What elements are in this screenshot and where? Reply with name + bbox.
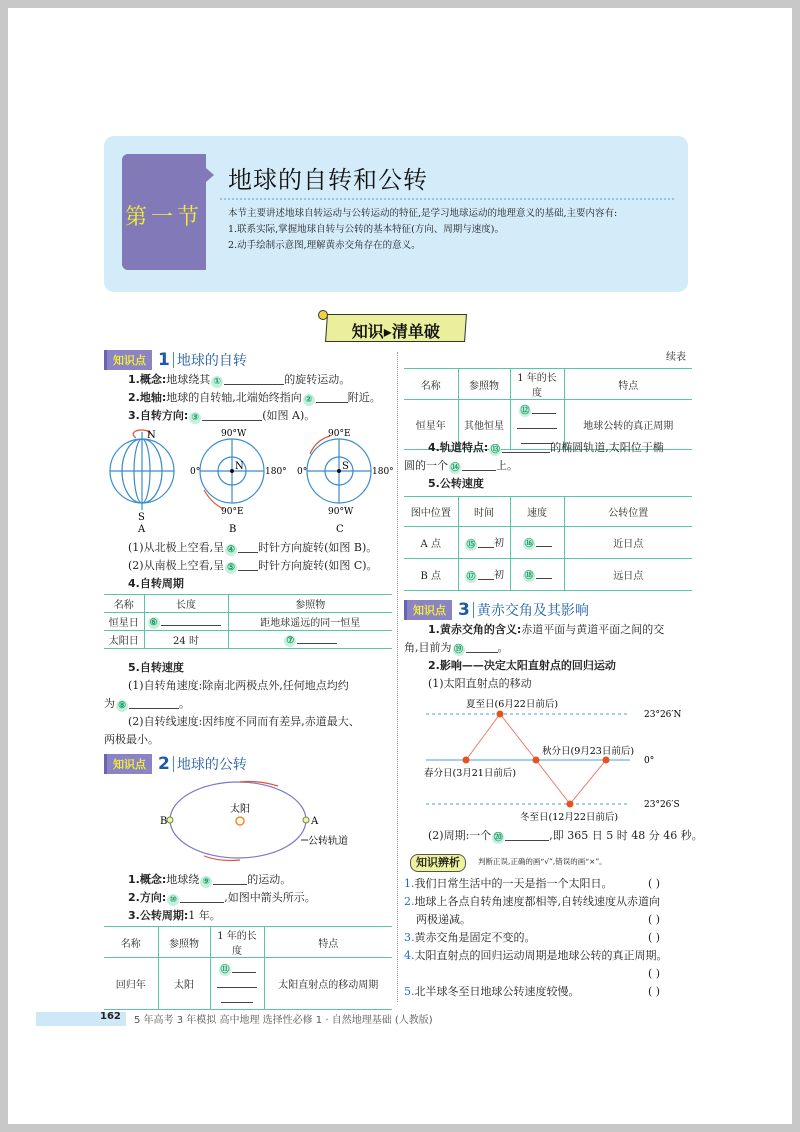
figure-a-label: A bbox=[138, 524, 146, 535]
term: 3.自转方向: bbox=[128, 409, 189, 422]
item-text-cont: 两极递减。 bbox=[416, 913, 471, 926]
answer-blank[interactable] bbox=[536, 567, 552, 579]
blank-number: ⑧ bbox=[117, 701, 127, 711]
kp-title: 地球的公转 bbox=[176, 757, 247, 773]
kp-title: 黄赤交角及其影响 bbox=[476, 603, 589, 619]
kp3-line-1 bbox=[428, 622, 664, 638]
term: 1.概念: bbox=[128, 373, 167, 386]
b-label: B bbox=[160, 816, 168, 827]
answer-parens[interactable]: ( ) bbox=[648, 967, 661, 980]
summer-point bbox=[497, 711, 504, 718]
answer-blank[interactable] bbox=[505, 829, 549, 841]
kp1-sub-1 bbox=[128, 540, 377, 556]
blank-number: ⑳ bbox=[493, 833, 503, 843]
answer-blank[interactable] bbox=[536, 535, 552, 547]
blank-number: ⑥ bbox=[149, 618, 158, 628]
tropical-year-table bbox=[104, 926, 392, 1010]
answer-blank[interactable] bbox=[316, 391, 348, 403]
kp3-line-1b bbox=[404, 640, 509, 656]
item-text: 黄赤交角是固定不变的。 bbox=[414, 931, 536, 944]
kp-number: 1 bbox=[158, 350, 170, 370]
table-header: 1 年的长度 bbox=[210, 927, 264, 958]
sun-label: 太阳 bbox=[230, 804, 250, 815]
item-number: 1. bbox=[404, 877, 415, 890]
quiz-item bbox=[404, 894, 660, 910]
answer-blank[interactable] bbox=[221, 991, 253, 1003]
blank-number: ① bbox=[211, 376, 223, 388]
summer-label: 夏至日(6月22日前后) bbox=[466, 699, 559, 710]
section-tag-label: 第一节 bbox=[124, 205, 203, 230]
autumn-label: 秋分日(9月23日前后) bbox=[542, 746, 635, 757]
section-tag bbox=[122, 154, 206, 270]
c-right-label: 180° bbox=[372, 467, 394, 477]
item-number: 3. bbox=[404, 931, 415, 944]
blank-number: ⑫ bbox=[520, 406, 530, 416]
kp1-speed-heading: 5.自转速度 bbox=[128, 661, 184, 674]
section-header bbox=[104, 136, 688, 292]
pole-dot bbox=[337, 469, 341, 473]
spring-label: 春分日(3月21日前后) bbox=[424, 768, 517, 779]
text: (2)周期:一个 bbox=[428, 829, 492, 842]
blank-number: ⑦ bbox=[286, 636, 295, 646]
term: 2.地轴: bbox=[128, 391, 167, 404]
kp1-line-3 bbox=[128, 408, 315, 424]
table-cell bbox=[228, 631, 392, 649]
text: 地球绕 bbox=[166, 873, 200, 886]
section-intro bbox=[228, 206, 676, 254]
table-cell: 其他恒星 bbox=[458, 400, 510, 450]
answer-blank[interactable] bbox=[478, 536, 494, 548]
answer-parens[interactable]: ( ) bbox=[648, 913, 661, 926]
table-cell: 太阳日 bbox=[104, 631, 144, 649]
table-header-row bbox=[404, 497, 692, 527]
table-header-row bbox=[104, 595, 392, 613]
spring-point bbox=[463, 757, 470, 764]
answer-blank[interactable] bbox=[202, 409, 262, 421]
item-text: 我们日常生活中的一天是指一个太阳日。 bbox=[414, 877, 613, 890]
text: 初 bbox=[494, 570, 504, 581]
answer-blank[interactable] bbox=[224, 373, 284, 385]
title-divider bbox=[220, 198, 674, 200]
text: 时针方向旋转(如图 B)。 bbox=[258, 541, 378, 554]
table-header: 参照物 bbox=[458, 369, 510, 400]
rotation-figures bbox=[104, 424, 394, 534]
text: 附近。 bbox=[347, 391, 381, 404]
quiz-instruction: 判断正误,正确的画“√”,错误的画“×”。 bbox=[478, 857, 607, 866]
text: 上。 bbox=[496, 459, 518, 472]
table-row bbox=[404, 527, 692, 559]
south-label: S bbox=[138, 512, 145, 523]
table-header: 时间 bbox=[458, 497, 510, 527]
orbit-feature-line bbox=[428, 440, 664, 456]
kp-divider bbox=[173, 352, 174, 368]
table-header: 名称 bbox=[104, 927, 158, 958]
text: 初 bbox=[494, 538, 504, 549]
table-cell bbox=[458, 527, 510, 559]
answer-blank[interactable] bbox=[213, 873, 247, 885]
term: 1.概念: bbox=[128, 873, 167, 886]
table-row bbox=[104, 613, 392, 631]
kp1-line-1 bbox=[128, 372, 350, 388]
answer-blank[interactable] bbox=[129, 697, 179, 709]
text: 1 年。 bbox=[188, 909, 221, 922]
text: 的旋转运动。 bbox=[284, 373, 351, 386]
answer-blank[interactable] bbox=[238, 559, 258, 571]
blank-number: ⑰ bbox=[466, 572, 476, 582]
table-header: 参照物 bbox=[228, 595, 392, 613]
table-cell: 太阳 bbox=[158, 958, 210, 1010]
c-center-label: S bbox=[342, 461, 349, 472]
sun-icon bbox=[236, 817, 244, 825]
quiz-tag: 知识辨析 bbox=[410, 854, 466, 872]
table-header: 名称 bbox=[104, 595, 144, 613]
table-row bbox=[104, 631, 392, 649]
next-spring-point bbox=[603, 757, 610, 764]
text: (如图 A)。 bbox=[262, 409, 316, 422]
c-left-label: 0° bbox=[297, 467, 308, 477]
section-banner bbox=[325, 314, 467, 342]
table-header: 公转位置 bbox=[564, 497, 692, 527]
intro-line: 本节主要讲述地球自转运动与公转运动的特征,是学习地球运动的地理意义的基础,主要内容有: bbox=[228, 208, 618, 219]
table-cell: 恒星日 bbox=[104, 613, 144, 631]
text: ,即 365 日 5 时 48 分 46 秒。 bbox=[549, 829, 703, 842]
blank-number: ⑬ bbox=[490, 445, 500, 455]
text: (1)从北极上空看,呈 bbox=[128, 541, 225, 554]
point-a bbox=[303, 817, 309, 823]
table-row bbox=[104, 958, 392, 1010]
answer-blank[interactable] bbox=[217, 976, 257, 988]
table-cell: 太阳直射点的移动周期 bbox=[264, 958, 392, 1010]
table-header: 1 年的长度 bbox=[510, 369, 564, 400]
pole-dot bbox=[230, 469, 234, 473]
table-header-row bbox=[104, 927, 392, 958]
kp1-period-heading: 4.自转周期 bbox=[128, 577, 184, 590]
kp-number: 2 bbox=[158, 754, 170, 774]
kp-badge: 知识点 bbox=[104, 754, 152, 774]
figure-a bbox=[110, 432, 174, 510]
kp-title: 地球的自转 bbox=[176, 353, 247, 369]
north-tropic-label: 23°26′N bbox=[644, 710, 682, 720]
table-cell: B 点 bbox=[404, 559, 458, 591]
blank-number: ③ bbox=[189, 412, 201, 424]
text: 时针方向旋转(如图 C)。 bbox=[258, 559, 378, 572]
item-text: 太阳直射点的回归运动周期是地球公转的真正周期。 bbox=[414, 949, 668, 962]
c-bottom-label: 90°W bbox=[328, 507, 354, 517]
orbit-ellipse bbox=[170, 782, 306, 858]
table-cell: 近日点 bbox=[564, 527, 692, 559]
table-header: 特点 bbox=[264, 927, 392, 958]
table-header: 参照物 bbox=[158, 927, 210, 958]
answer-blank[interactable] bbox=[462, 459, 496, 471]
b-right-label: 180° bbox=[265, 467, 287, 477]
table-header: 速度 bbox=[510, 497, 564, 527]
term: 3.公转周期: bbox=[128, 909, 189, 922]
quiz-item bbox=[404, 984, 580, 1000]
item-text: 地球上各点自转角速度都相等,自转线速度从赤道向 bbox=[414, 895, 660, 908]
rotation-period-table bbox=[104, 594, 392, 649]
blank-number: ④ bbox=[227, 545, 236, 555]
knowledge-point-1-heading bbox=[104, 350, 247, 370]
a-label: A bbox=[311, 816, 319, 827]
south-tropic-label: 23°26′S bbox=[644, 800, 680, 810]
c-top-label: 90°E bbox=[328, 429, 351, 439]
term: 4.轨道特点: bbox=[428, 441, 489, 454]
section-title: 地球的自转和公转 bbox=[228, 166, 428, 194]
table-header: 特点 bbox=[564, 369, 692, 400]
answer-blank[interactable] bbox=[232, 961, 256, 973]
text: 角,目前为 bbox=[404, 641, 452, 654]
answer-blank[interactable] bbox=[478, 568, 494, 580]
banner-label: 知识▸清单破 bbox=[351, 322, 440, 341]
table-cell bbox=[510, 559, 564, 591]
knowledge-point-3-heading bbox=[404, 600, 589, 620]
kp3-sub-1: (1)太阳直射点的移动 bbox=[428, 677, 532, 690]
kp-badge: 知识点 bbox=[404, 600, 452, 620]
text: 的运动。 bbox=[247, 873, 292, 886]
orbit-figure bbox=[160, 778, 368, 868]
intro-line: 2.动手绘制示意图,理解黄赤交角存在的意义。 bbox=[228, 240, 421, 251]
answer-blank[interactable] bbox=[238, 541, 258, 553]
table-cell: A 点 bbox=[404, 527, 458, 559]
autumn-point bbox=[533, 757, 540, 764]
subsolar-point-diagram bbox=[408, 694, 698, 826]
north-label: N bbox=[147, 430, 156, 441]
table-header: 长度 bbox=[144, 595, 228, 613]
kp1-speed-2: (2)自转线速度:因纬度不同而有差异,赤道最大、 bbox=[128, 715, 360, 728]
kp3-influence-heading: 2.影响——决定太阳直射点的回归运动 bbox=[428, 659, 616, 672]
text: 为 bbox=[104, 697, 115, 710]
answer-parens[interactable]: ( ) bbox=[648, 877, 661, 890]
quiz-item bbox=[404, 876, 613, 892]
table-cell: 地球公转的真正周期 bbox=[564, 400, 692, 450]
b-left-label: 0° bbox=[190, 467, 201, 477]
answer-blank[interactable] bbox=[517, 417, 557, 429]
kp-badge: 知识点 bbox=[104, 350, 152, 370]
quiz-item bbox=[404, 948, 668, 964]
table-cell bbox=[458, 559, 510, 591]
kp1-sub-2 bbox=[128, 558, 378, 574]
table-cell: 恒星年 bbox=[404, 400, 458, 450]
point-b bbox=[167, 817, 173, 823]
blank-number: ⑪ bbox=[220, 965, 230, 975]
sidereal-year-table bbox=[404, 368, 692, 450]
table-cell: 远日点 bbox=[564, 559, 692, 591]
answer-blank[interactable] bbox=[532, 402, 556, 414]
kp2-line-2 bbox=[128, 890, 316, 906]
item-number: 5. bbox=[404, 985, 415, 998]
answer-blank[interactable] bbox=[466, 641, 498, 653]
answer-parens[interactable]: ( ) bbox=[648, 985, 661, 998]
table-cell bbox=[510, 527, 564, 559]
text: (2)从南极上空看,呈 bbox=[128, 559, 225, 572]
text: 。 bbox=[497, 641, 509, 654]
answer-blank[interactable] bbox=[161, 614, 221, 626]
figure-c-label: C bbox=[336, 524, 344, 535]
revolution-speed-table bbox=[404, 496, 692, 591]
blank-number: ⑱ bbox=[524, 571, 534, 581]
kp1-speed-1: (1)自转角速度:除南北两极点外,任何地点均约 bbox=[128, 679, 349, 692]
kp1-line-2 bbox=[128, 390, 381, 406]
table-header: 名称 bbox=[404, 369, 458, 400]
text: 的椭圆轨道,太阳位于椭 bbox=[550, 441, 664, 454]
text: ,如图中箭头所示。 bbox=[224, 891, 316, 904]
kp1-speed-1b bbox=[104, 696, 190, 712]
b-bottom-label: 90°E bbox=[221, 507, 244, 517]
intro-line: 1.联系实际,掌握地球自转与公转的基本特征(方向、周期与速度)。 bbox=[228, 224, 504, 235]
winter-point bbox=[567, 801, 574, 808]
kp1-speed-2b: 两极最小。 bbox=[104, 733, 159, 746]
footer-text: 5 年高考 3 年模拟 高中地理 选择性必修 1 · 自然地理基础 (人教版) bbox=[134, 1015, 433, 1026]
table-cell: 24 时 bbox=[144, 631, 228, 649]
table-cell: 距地球遥远的同一恒星 bbox=[228, 613, 392, 631]
blank-number: ⑤ bbox=[227, 563, 236, 573]
answer-blank[interactable] bbox=[502, 441, 550, 453]
item-text: 北半球冬至日地球公转速度较慢。 bbox=[414, 985, 580, 998]
equator-label: 0° bbox=[644, 756, 655, 766]
b-top-label: 90°W bbox=[221, 429, 247, 439]
winter-label: 冬至日(12月22日前后) bbox=[520, 812, 619, 823]
column-divider bbox=[397, 352, 398, 1002]
kp3-sub-2 bbox=[428, 828, 703, 844]
table-header: 图中位置 bbox=[404, 497, 458, 527]
answer-blank[interactable] bbox=[297, 632, 337, 644]
orbit-label: 公转轨道 bbox=[308, 836, 348, 847]
item-number: 4. bbox=[404, 949, 415, 962]
text: 地球绕其 bbox=[166, 373, 211, 386]
kp-divider bbox=[473, 602, 474, 618]
answer-parens[interactable]: ( ) bbox=[648, 931, 661, 944]
kp2-line-1 bbox=[128, 872, 291, 888]
table-header-row bbox=[404, 369, 692, 400]
term: 1.黄赤交角的含义: bbox=[428, 623, 522, 636]
page bbox=[8, 8, 792, 1124]
page-number: 162 bbox=[100, 1011, 121, 1022]
blank-number: ⑨ bbox=[200, 876, 212, 888]
table-cell: 回归年 bbox=[104, 958, 158, 1010]
blank-number: ⑲ bbox=[453, 645, 463, 655]
b-center-label: N bbox=[235, 461, 244, 472]
continued-label: 续表 bbox=[666, 352, 686, 363]
table-cell bbox=[144, 613, 228, 631]
blank-number: ② bbox=[303, 394, 315, 406]
blank-number: ⑩ bbox=[167, 894, 179, 906]
blank-number: ⑮ bbox=[466, 540, 476, 550]
quiz-item bbox=[404, 930, 536, 946]
text: 圆的一个 bbox=[404, 459, 448, 472]
table-cell bbox=[210, 958, 264, 1010]
text: 赤道平面与黄道平面之间的交 bbox=[521, 623, 665, 636]
table-row bbox=[404, 559, 692, 591]
orbit-feature-line-2 bbox=[404, 458, 518, 474]
figure-b-label: B bbox=[229, 524, 237, 535]
blank-number: ⑯ bbox=[524, 539, 534, 549]
kp2-line-3 bbox=[128, 908, 221, 924]
term: 2.方向: bbox=[128, 891, 167, 904]
knowledge-point-2-heading bbox=[104, 754, 247, 774]
revolution-speed-heading: 5.公转速度 bbox=[428, 477, 484, 490]
answer-blank[interactable] bbox=[180, 891, 224, 903]
blank-number: ⑭ bbox=[450, 463, 460, 473]
item-number: 2. bbox=[404, 895, 415, 908]
text: 。 bbox=[179, 697, 190, 710]
kp-number: 3 bbox=[458, 600, 470, 620]
text: 地球的自转轴,北端始终指向 bbox=[166, 391, 302, 404]
kp-divider bbox=[173, 756, 174, 772]
